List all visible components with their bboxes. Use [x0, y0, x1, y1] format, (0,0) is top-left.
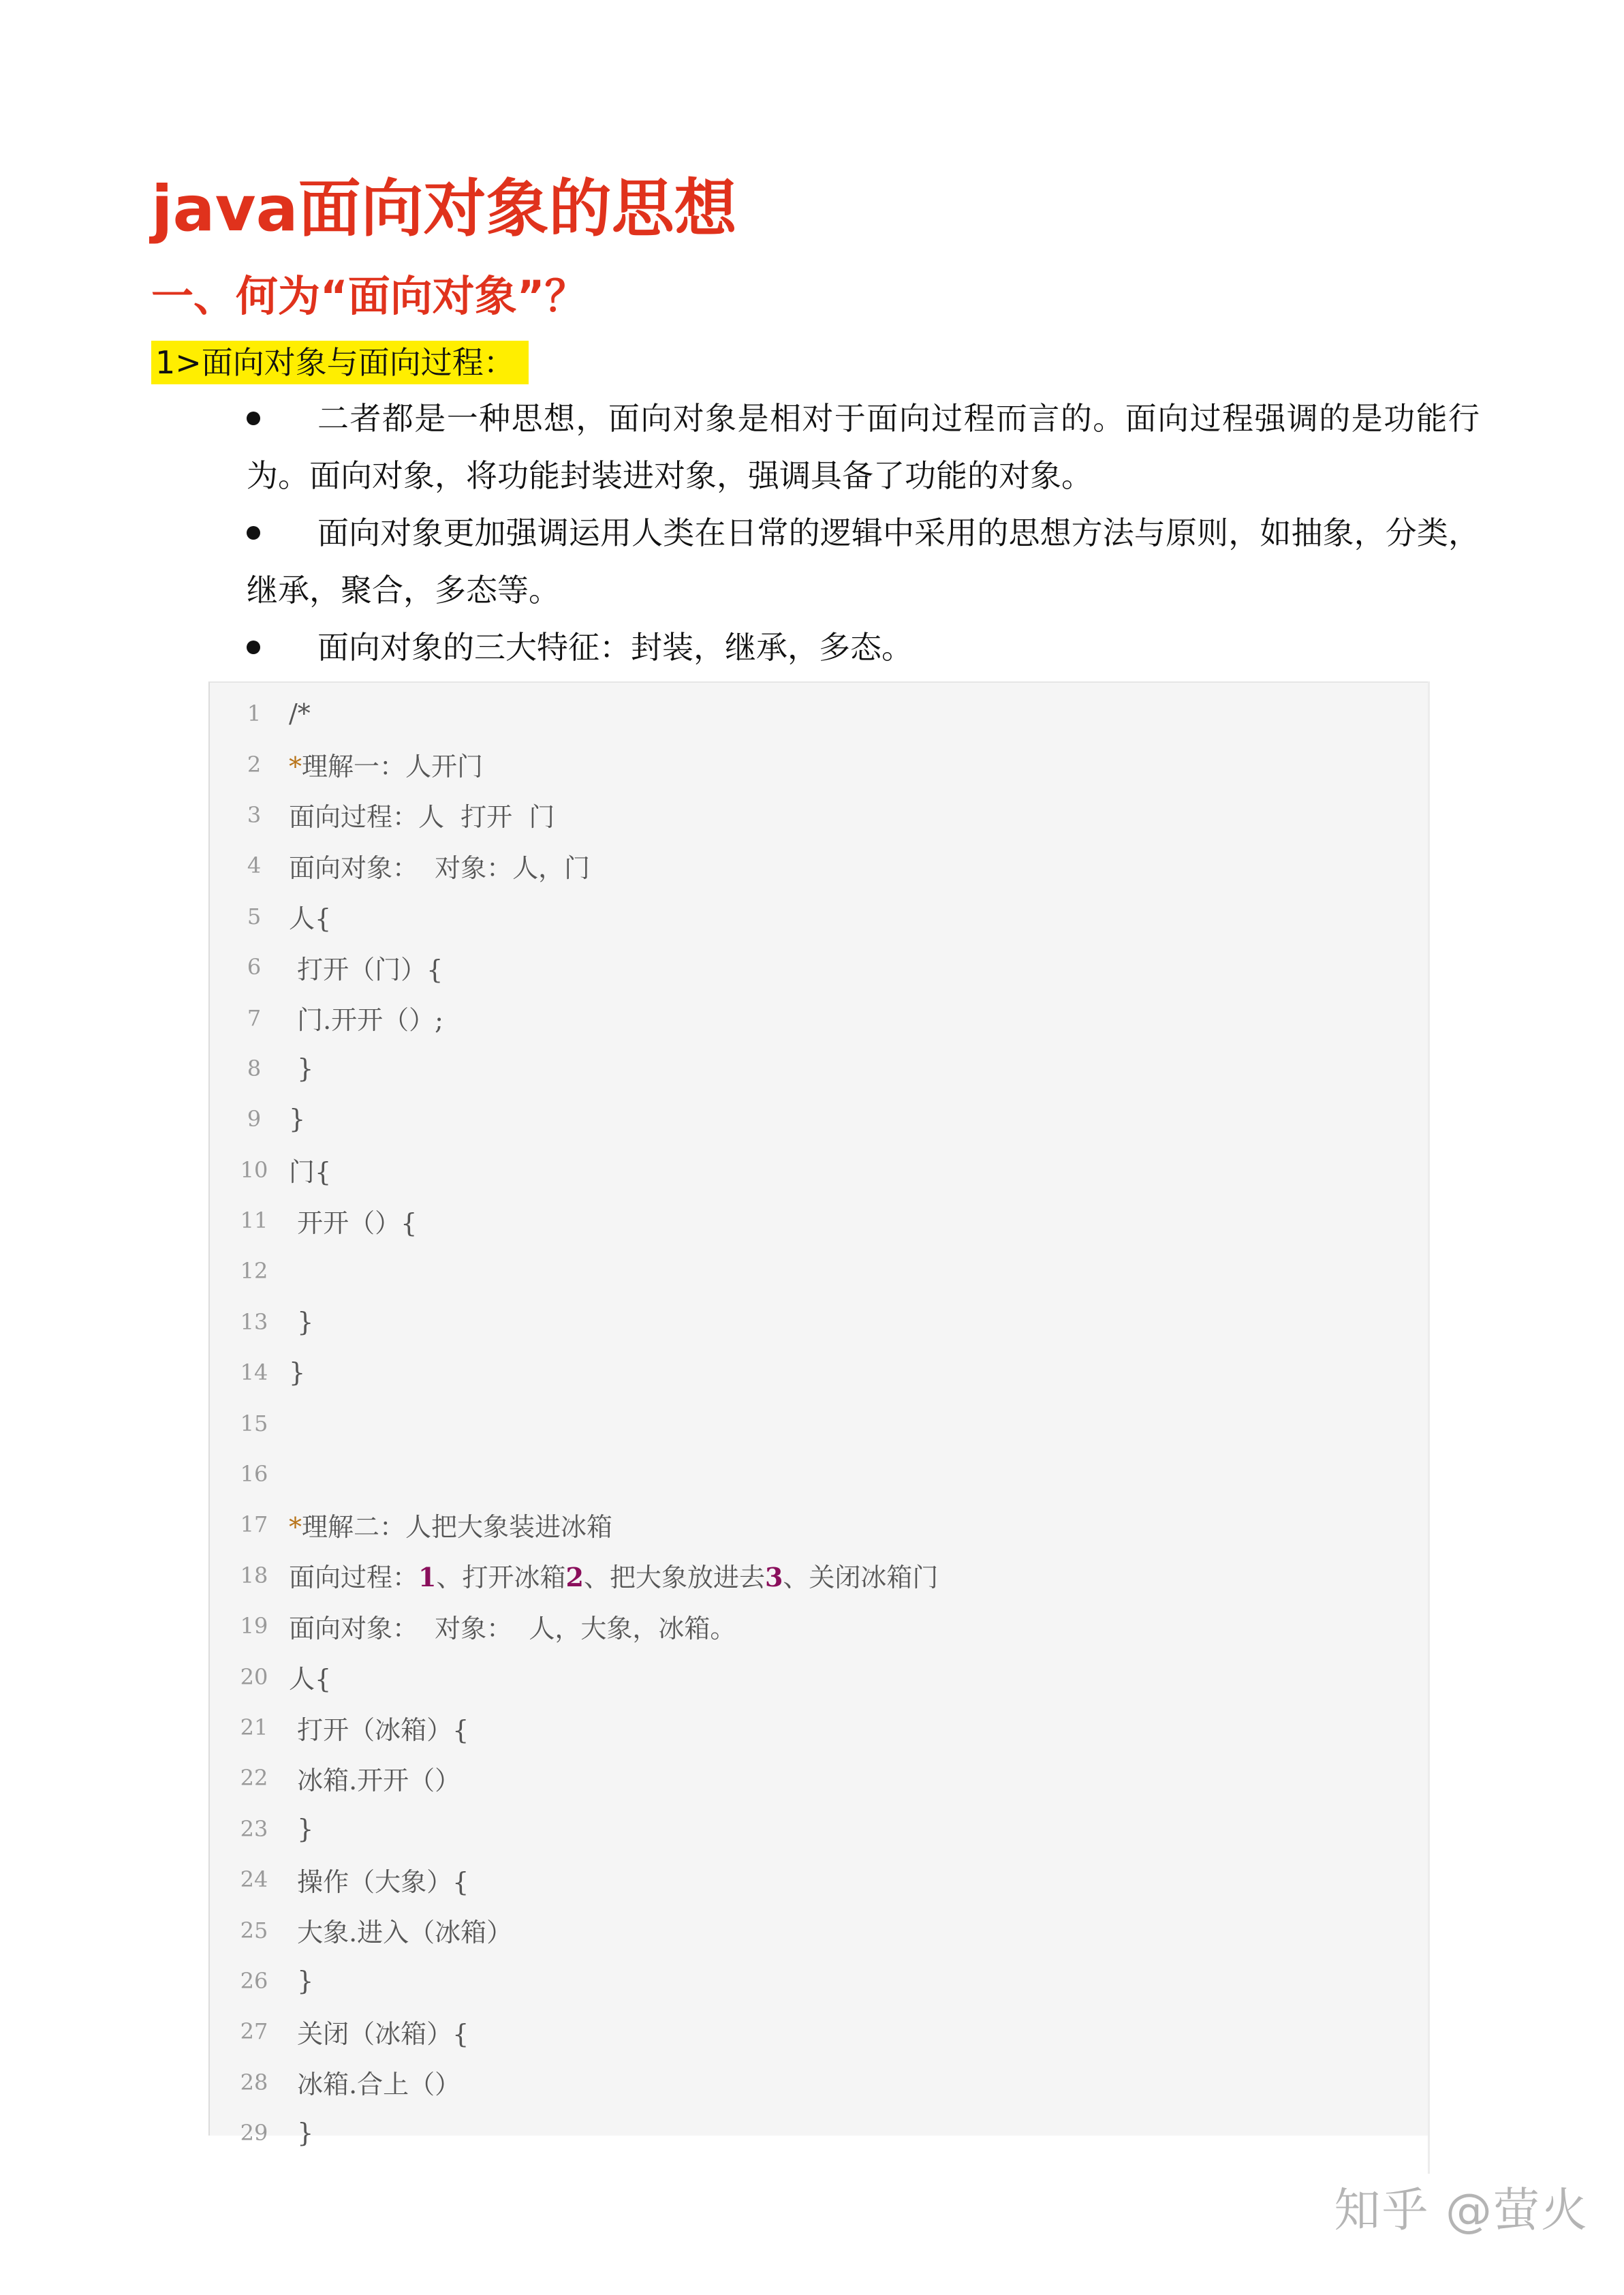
line-number: 27: [240, 2018, 268, 2045]
code-segment: 面向过程：人 打开 门: [289, 802, 555, 833]
code-segment: 面向过程：: [289, 1562, 419, 1593]
code-line: [210, 2006, 1429, 2057]
code-text: [289, 2118, 313, 2148]
code-text: [289, 1151, 331, 1188]
line-number: 17: [240, 1511, 268, 1538]
code-segment: 门{: [289, 1157, 332, 1188]
code-text: [289, 2063, 460, 2101]
line-number: 23: [240, 1815, 268, 1842]
bullet-dot-icon: [247, 641, 260, 654]
code-block-edge: [1428, 681, 1430, 2174]
line-number: 22: [240, 1765, 268, 1791]
line-number: 1: [247, 700, 262, 727]
code-segment: 门.开开（）;: [289, 1005, 443, 1036]
code-text: [289, 1202, 417, 1239]
code-text: [289, 1053, 313, 1083]
code-text: [289, 1506, 612, 1543]
bullet-item: [247, 390, 1480, 504]
code-text: [289, 1556, 938, 1594]
line-number: 14: [240, 1359, 268, 1386]
line-number: 13: [240, 1308, 268, 1335]
code-text: [289, 1658, 331, 1695]
code-segment: }: [289, 1053, 314, 1083]
code-line: [210, 1601, 1429, 1651]
code-text: [289, 2013, 469, 2050]
code-line: [210, 942, 1429, 992]
code-line: [210, 688, 1429, 739]
code-text: [289, 1911, 512, 1949]
code-text: [289, 1307, 313, 1337]
line-number: 15: [240, 1410, 268, 1436]
code-segment: 打开（门）{: [289, 954, 443, 985]
code-segment: }: [289, 2118, 314, 2148]
code-line: [210, 1753, 1429, 1803]
comment-star: *: [289, 752, 302, 782]
watermark: 知乎 @萤火: [1334, 2184, 1589, 2238]
code-text: [289, 698, 311, 728]
code-text: [289, 1861, 469, 1898]
code-text: [289, 745, 483, 783]
code-text: [289, 1607, 736, 1645]
code-line: [210, 1702, 1429, 1753]
line-number: 20: [240, 1663, 268, 1690]
line-number: 21: [240, 1714, 268, 1740]
code-text: [289, 847, 590, 884]
page-title: java面向对象的思想: [151, 172, 737, 245]
code-segment: 、打开冰箱: [436, 1562, 566, 1593]
code-segment: 人{: [289, 1664, 332, 1695]
line-number: 2: [247, 751, 262, 777]
code-line: [210, 1449, 1429, 1499]
code-segment: 大象.进入（冰箱）: [289, 1917, 513, 1948]
code-line: [210, 1297, 1429, 1347]
line-number: 5: [247, 903, 262, 929]
line-number: 29: [240, 2120, 268, 2146]
code-line: [210, 790, 1429, 840]
code-segment: }: [289, 1357, 306, 1388]
line-number: 10: [240, 1156, 268, 1183]
code-segment: 打开（冰箱）{: [289, 1714, 469, 1745]
code-text: [289, 1966, 313, 1996]
line-number: 7: [247, 1004, 262, 1031]
code-line: [210, 1854, 1429, 1905]
code-block[interactable]: [208, 681, 1429, 2148]
code-segment: }: [289, 1965, 314, 1996]
line-number: 3: [247, 801, 262, 828]
bullet-dot-icon: [247, 412, 260, 425]
code-line: [210, 1651, 1429, 1701]
line-number: 6: [247, 954, 262, 981]
line-number: 25: [240, 1917, 268, 1943]
sub-heading-highlighted: 1>面向对象与面向过程：: [151, 341, 529, 384]
code-segment: 、把大象放进去: [583, 1562, 765, 1593]
code-segment: 面向对象： 对象：人，门: [289, 852, 591, 883]
line-number: 11: [240, 1207, 268, 1234]
code-line: [210, 1246, 1429, 1296]
bullet-item: [247, 619, 1480, 676]
code-line: [210, 1804, 1429, 1854]
bullet-text: 二者都是一种思想，面向对象是相对于面向过程而言的。面向过程强调的是功能行为。面向对象，将功能封装进对象，强调具备了功能的对象。: [247, 400, 1480, 494]
bullet-list: [247, 390, 1480, 676]
code-segment: 关闭（冰箱）{: [289, 2018, 469, 2049]
code-line: [210, 992, 1429, 1043]
code-segment: 理解一：人开门: [302, 752, 484, 782]
code-line: [210, 1094, 1429, 1144]
code-text: [289, 897, 331, 935]
code-segment: }: [289, 1813, 314, 1844]
code-segment: 冰箱.开开（）: [289, 1765, 461, 1796]
bullet-text: 面向对象的三大特征：封装，继承，多态。: [317, 629, 913, 666]
line-number: 12: [240, 1258, 268, 1284]
line-number: 24: [240, 1866, 268, 1893]
code-text: [289, 949, 443, 986]
comment-star: *: [289, 1511, 302, 1542]
code-number-literal: 1: [418, 1562, 437, 1593]
code-text: [289, 1759, 460, 1797]
code-line: [210, 1956, 1429, 2006]
code-text: [289, 1104, 305, 1134]
code-line: [210, 1499, 1429, 1550]
code-segment: 面向对象： 对象： 人，大象，冰箱。: [289, 1613, 736, 1644]
code-number-literal: 3: [764, 1562, 783, 1593]
code-segment: 开开（）{: [289, 1207, 418, 1238]
code-lines: [210, 688, 1429, 2158]
bullet-text: 面向对象更加强调运用人类在日常的逻辑中采用的思想方法与原则，如抽象，分类，继承，聚合，多态等。: [247, 514, 1480, 609]
line-number: 9: [247, 1106, 262, 1133]
code-text: [289, 1357, 305, 1387]
code-segment: 冰箱.合上（）: [289, 2069, 461, 2100]
code-line: [210, 2057, 1429, 2108]
code-line: [210, 1550, 1429, 1601]
bullet-item: [247, 504, 1480, 619]
line-number: 19: [240, 1613, 268, 1639]
line-number: 16: [240, 1461, 268, 1488]
code-segment: /*: [289, 698, 311, 729]
section-heading: 一、何为“面向对象”？: [151, 271, 587, 321]
bullet-dot-icon: [247, 526, 260, 540]
code-line: [210, 1195, 1429, 1246]
code-line: [210, 1347, 1429, 1398]
code-line: [210, 1145, 1429, 1195]
code-segment: }: [289, 1104, 306, 1135]
code-line: [210, 739, 1429, 789]
code-text: [289, 999, 443, 1036]
code-number-literal: 2: [565, 1562, 584, 1593]
code-line: [210, 1043, 1429, 1094]
code-line: [210, 1398, 1429, 1448]
line-number: 18: [240, 1562, 268, 1588]
code-segment: }: [289, 1306, 314, 1337]
code-line: [210, 1905, 1429, 1955]
line-number: 26: [240, 1967, 268, 1994]
code-segment: 理解二：人把大象装进冰箱: [302, 1511, 613, 1542]
code-text: [289, 796, 555, 833]
line-number: 28: [240, 2069, 268, 2095]
code-segment: 、关闭冰箱门: [783, 1562, 939, 1593]
code-text: [289, 1814, 313, 1844]
code-line: [210, 891, 1429, 942]
code-segment: 操作（大象）{: [289, 1866, 469, 1897]
code-segment: 人{: [289, 904, 332, 934]
code-line: [210, 2108, 1429, 2158]
code-line: [210, 840, 1429, 891]
code-text: [289, 1709, 469, 1746]
line-number: 8: [247, 1055, 262, 1081]
line-number: 4: [247, 852, 262, 879]
